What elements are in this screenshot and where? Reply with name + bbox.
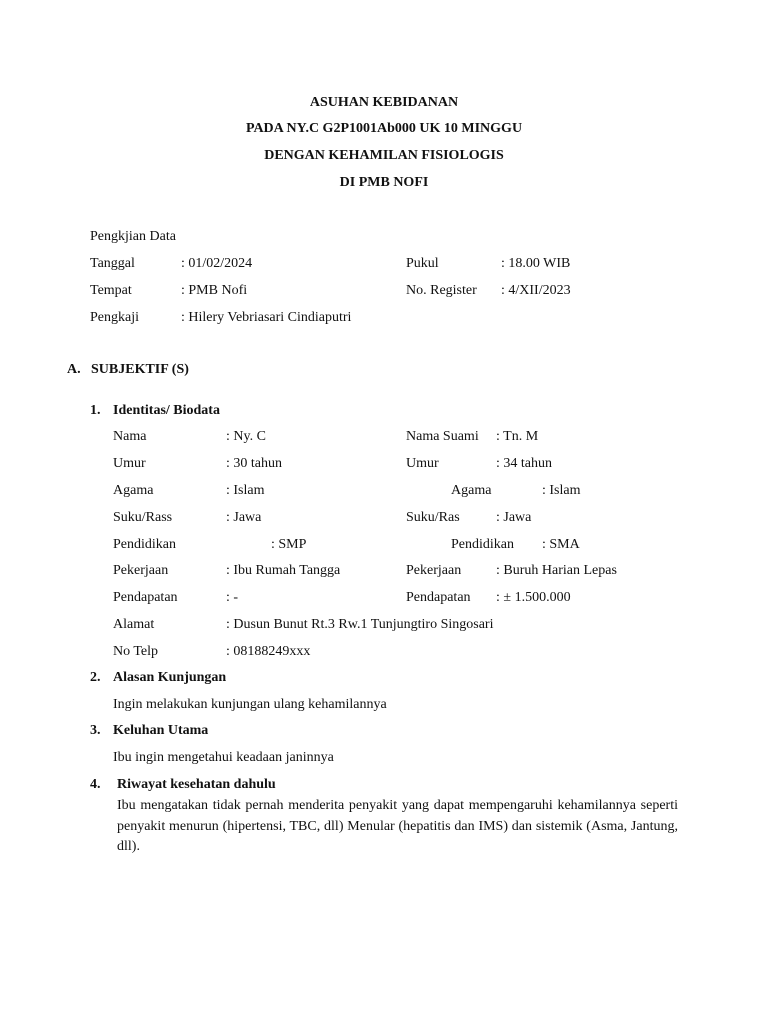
pendapatan-label: Pendapatan [113,590,178,605]
alamat-value: : Dusun Bunut Rt.3 Rw.1 Tunjungtiro Singosari [226,617,494,632]
item-4-title: Riwayat kesehatan dahulu [117,777,276,792]
pengkaji-value: : Hilery Vebriasari Cindiaputri [181,310,352,325]
alasan-text: Ingin melakukan kunjungan ulang kehamilannya [113,697,387,712]
doc-title-line-4: DI PMB NOFI [339,175,429,190]
item-4-number: 4. [90,777,101,792]
umur-suami-label: Umur [406,456,439,471]
item-2-title: Alasan Kunjungan [113,670,227,685]
register-value: : 4/XII/2023 [501,283,571,298]
item-1-title: Identitas/ Biodata [113,403,220,418]
tanggal-label: Tanggal [90,256,135,271]
nama-suami-label: Nama Suami [406,429,479,444]
pendidikan-label: Pendidikan [113,537,176,552]
nama-label: Nama [113,429,147,444]
nama-suami-value: : Tn. M [496,429,539,444]
riwayat-paragraph: Ibu mengatakan tidak pernah menderita penyakit yang dapat mempengaruhi kehamilannya seperti penyakit menurun (hipertensi, TBC, dll) Menular (hepatitis dan IMS) dan sistemik (Asma, Jantung, dll). [117,798,678,854]
doc-title-line-1: ASUHAN KEBIDANAN [309,95,459,110]
suku-suami-label: Suku/Ras [406,510,460,525]
tempat-label: Tempat [90,283,132,298]
umur-value: : 30 tahun [226,456,282,471]
pukul-label: Pukul [406,256,439,271]
keluhan-text: Ibu ingin mengetahui keadaan janinnya [113,750,334,765]
pekerjaan-value: : Ibu Rumah Tangga [226,563,341,578]
doc-title-line-3: DENGAN KEHAMILAN FISIOLOGIS [264,148,504,163]
nama-value: : Ny. C [226,429,266,444]
section-a-letter: A. [67,362,81,377]
item-3-title: Keluhan Utama [113,723,209,738]
telp-value: : 08188249xxx [226,644,311,659]
tanggal-value: : 01/02/2024 [181,256,253,271]
pendapatan-suami-label: Pendapatan [406,590,471,605]
agama-label: Agama [113,483,154,498]
item-2-number: 2. [90,670,101,685]
item-3-number: 3. [90,723,101,738]
umur-label: Umur [113,456,146,471]
pendidikan-suami-value: : SMA [542,537,580,552]
agama-suami-value: : Islam [542,483,581,498]
suku-label: Suku/Rass [113,510,173,525]
pengkaji-label: Pengkaji [90,310,139,325]
telp-label: No Telp [113,644,159,659]
agama-value: : Islam [226,483,265,498]
alamat-label: Alamat [113,617,155,632]
pekerjaan-suami-label: Pekerjaan [406,563,462,578]
agama-suami-label: Agama [451,483,492,498]
pekerjaan-suami-value: : Buruh Harian Lepas [496,563,617,578]
pekerjaan-label: Pekerjaan [113,563,169,578]
register-label: No. Register [406,283,477,298]
umur-suami-value: : 34 tahun [496,456,552,471]
pukul-value: : 18.00 WIB [501,256,571,271]
doc-title-line-2: PADA NY.C G2P1001Ab000 UK 10 MINGGU [245,121,523,136]
tempat-value: : PMB Nofi [181,283,248,298]
pendapatan-suami-value: : ± 1.500.000 [496,590,571,605]
pendidikan-suami-label: Pendidikan [451,537,514,552]
pendidikan-value: : SMP [271,537,307,552]
suku-value: : Jawa [226,510,262,525]
section-a-title: SUBJEKTIF (S) [91,362,189,377]
item-1-number: 1. [90,403,101,418]
suku-suami-value: : Jawa [496,510,532,525]
pendapatan-value: : - [226,590,239,605]
assessment-heading: Pengkjian Data [90,229,176,244]
